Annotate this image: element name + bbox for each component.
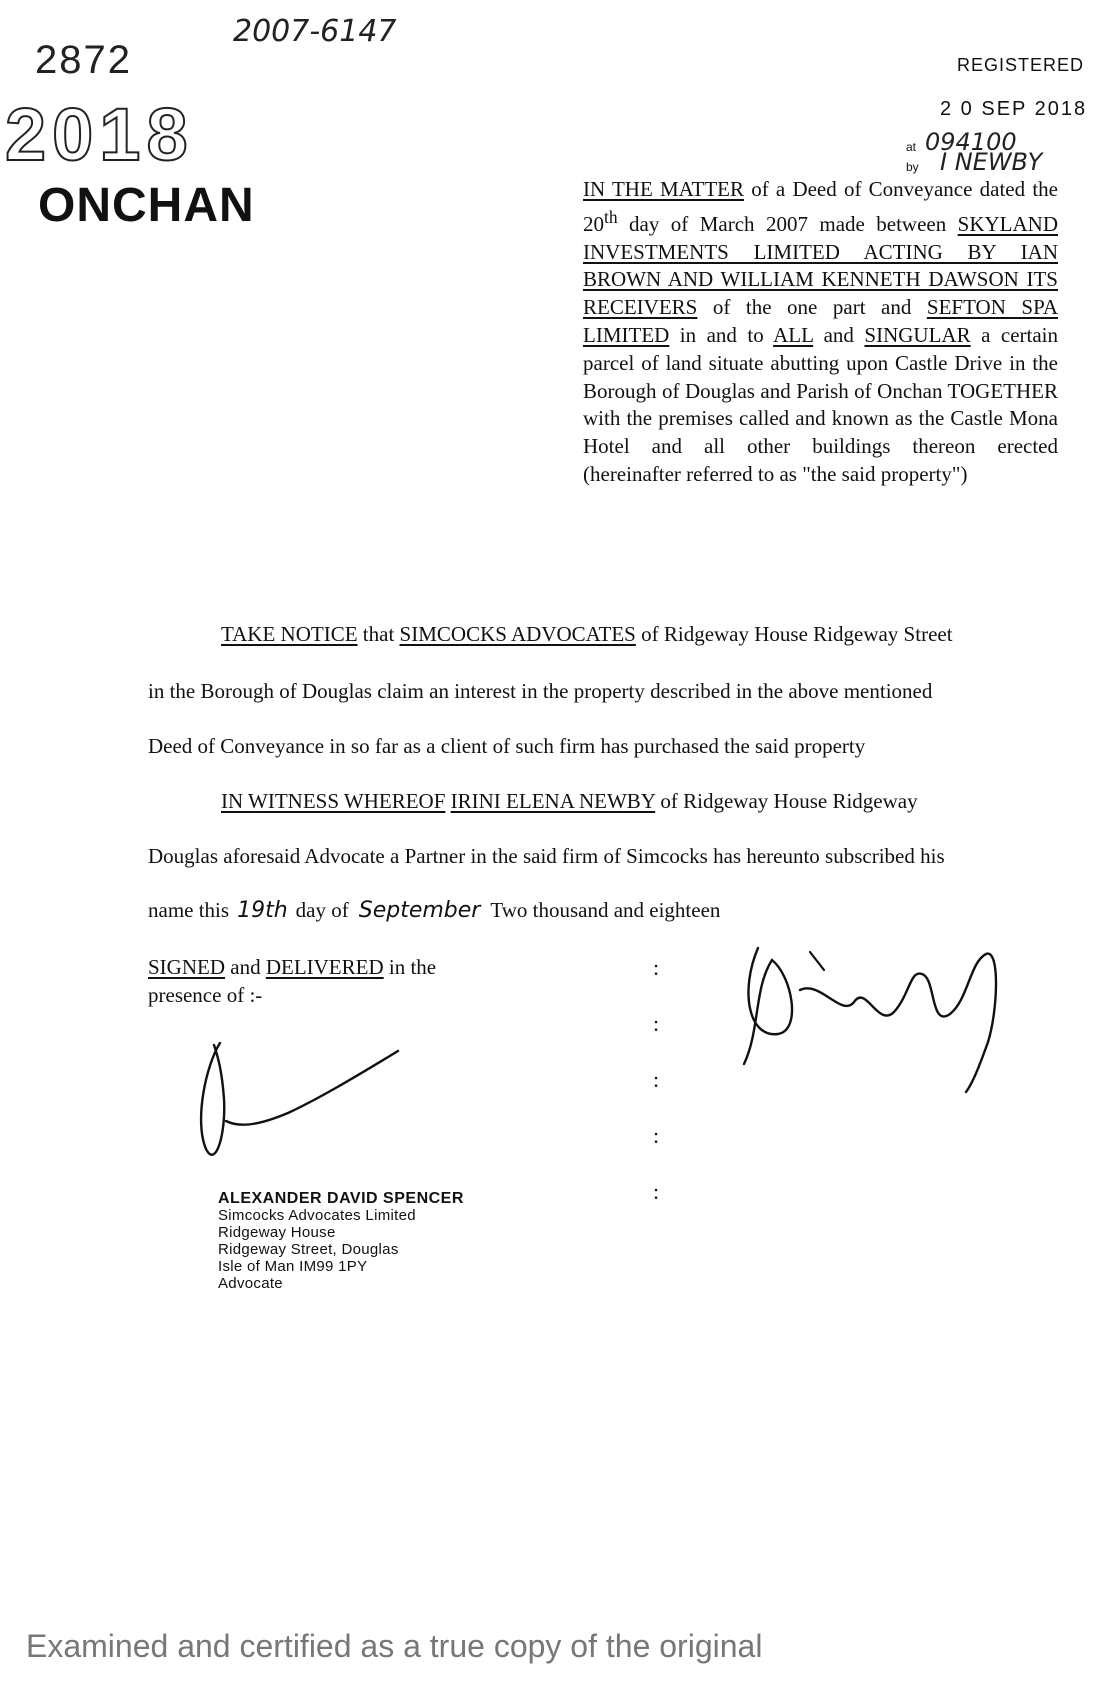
recital-text: in and to <box>669 322 774 347</box>
document-reference-number: 2872 <box>35 38 132 82</box>
year-in-words: Two thousand and eighteen <box>490 898 721 922</box>
registration-year-stamp: 2018 <box>5 93 194 176</box>
take-notice-heading: TAKE NOTICE <box>221 622 358 646</box>
date-line: name this 19th day of September Two thousand and eighteen <box>148 898 721 923</box>
witness-address-line: Isle of Man IM99 1PY <box>218 1258 368 1275</box>
execution-clause: SIGNED and DELIVERED in the <box>148 955 437 979</box>
signature-separator: : <box>653 1067 660 1092</box>
witness-firm: Simcocks Advocates Limited <box>218 1207 416 1224</box>
signature-separator: : <box>653 1011 660 1036</box>
recital-text: of a Deed of Conveyance dated the 20 <box>583 177 1058 236</box>
recital-text: day of March 2007 made between <box>617 211 958 236</box>
witness-heading: IN WITNESS WHEREOF <box>221 789 446 813</box>
registered-date: 2 0 SEP 2018 <box>940 98 1088 120</box>
witness-occupation: Advocate <box>218 1275 283 1292</box>
witness-address-line: Ridgeway Street, Douglas <box>218 1241 399 1258</box>
signed-word: SIGNED <box>148 955 225 979</box>
recital-text: of the one part and <box>697 295 927 320</box>
witness-signature <box>190 1025 410 1185</box>
recital-singular: SINGULAR <box>864 322 971 347</box>
delivered-word: DELIVERED <box>265 955 384 979</box>
witness-line-2: Douglas aforesaid Advocate a Partner in the said firm of Simcocks has hereunto subscribed his <box>148 844 945 868</box>
witness-stamp <box>218 1190 464 1292</box>
parish-stamp: ONCHAN <box>38 179 255 232</box>
notice-line-3: Deed of Conveyance in so far as a client of such firm has purchased the said property <box>148 734 866 758</box>
handwritten-file-reference: 2007-6147 <box>233 14 397 49</box>
recital-text: and <box>813 322 865 347</box>
presence-of-label: presence of :- <box>148 983 263 1007</box>
property-description: a certain parcel of land situate abutting upon Castle Drive in the Borough of Douglas and Parish of Onchan TOGETHER with the premises called and known as the Castle Mona Hotel and all other buildings thereon erected (hereinafter referred to as "the said property") <box>583 322 1058 486</box>
signature-separator: : <box>653 1123 660 1148</box>
notice-line-2: in the Borough of Douglas claim an interest in the property described in the above mentioned <box>148 679 933 703</box>
recital-all: ALL <box>773 322 814 347</box>
registered-at-label: at <box>906 140 917 154</box>
witness-name: ALEXANDER DAVID SPENCER <box>218 1190 464 1207</box>
notice-line-1: TAKE NOTICE that SIMCOCKS ADVOCATES of Ridgeway House Ridgeway Street <box>221 622 953 646</box>
signature-separator: : <box>653 955 660 980</box>
ordinal-suffix: th <box>604 206 618 227</box>
claimant-firm: SIMCOCKS ADVOCATES <box>399 622 636 646</box>
recital-heading: IN THE MATTER <box>583 177 745 201</box>
signatory-name: IRINI ELENA NEWBY <box>450 789 656 813</box>
witness-address-line: Ridgeway House <box>218 1224 336 1241</box>
vendor-party: SKYLAND INVESTMENTS LIMITED ACTING BY IAN BROWN AND WILLIAM KENNETH DAWSON ITS RECEIVERS <box>583 211 1058 320</box>
matter-recital <box>583 176 1058 489</box>
registered-label: REGISTERED <box>957 55 1085 75</box>
certification-note: Examined and certified as a true copy of the original <box>26 1628 763 1664</box>
witness-line-1: IN WITNESS WHEREOF IRINI ELENA NEWBY of Ridgeway House Ridgeway <box>221 789 918 813</box>
registered-by-label: by <box>906 160 919 174</box>
signature-separator: : <box>653 1179 660 1204</box>
signatory-signature <box>730 930 1030 1110</box>
handwritten-month: September <box>358 898 481 923</box>
handwritten-day: 19th <box>237 898 288 923</box>
purchaser-party: SEFTON SPA LIMITED <box>583 295 1058 347</box>
registered-by-value: I NEWBY <box>940 148 1043 176</box>
registered-at-value: 094100 <box>925 128 1017 156</box>
